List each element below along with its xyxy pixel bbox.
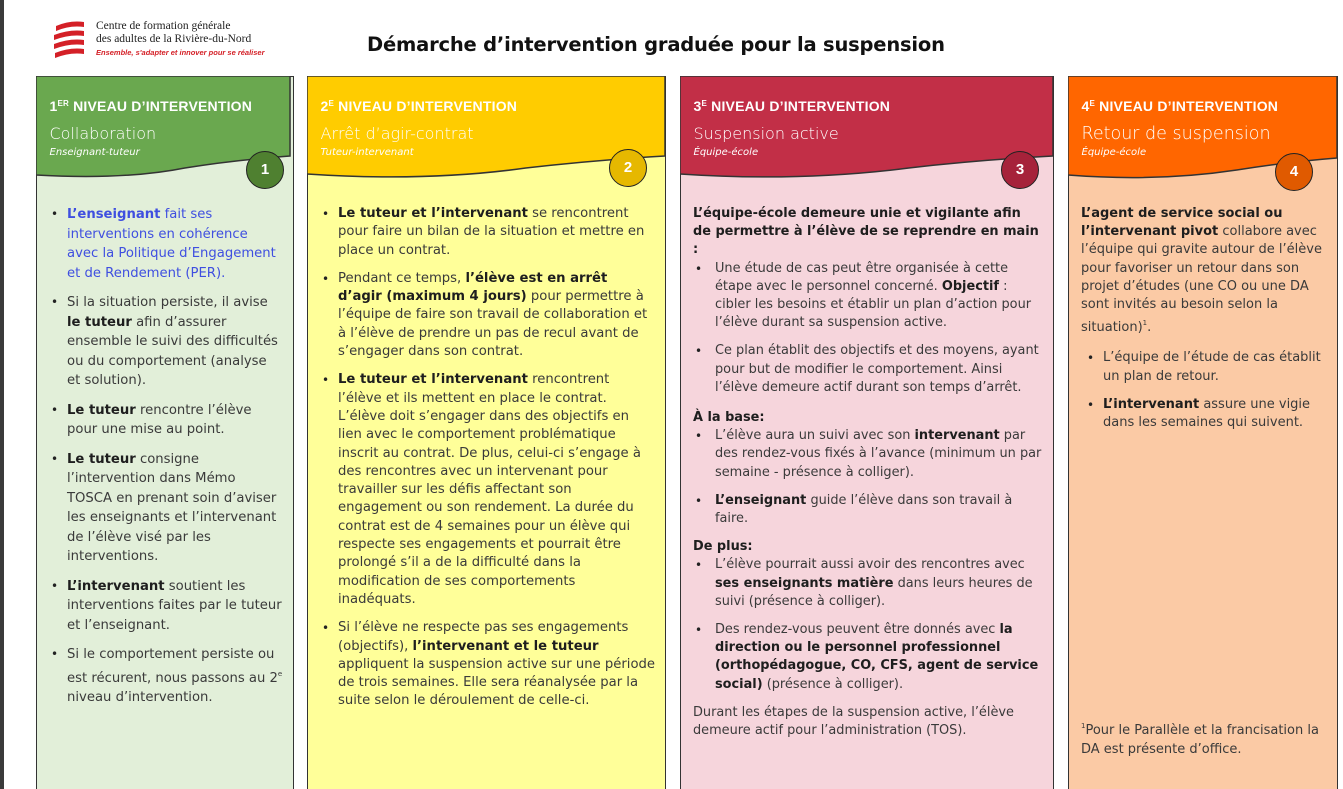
- list-item: • Une étude de cas peut être organisée à cette étape avec le personnel concerné. Objectif : cibler les besoins et établir un plan d’action pour l’élève durant sa suspension active.: [715, 260, 1043, 333]
- level-number-badge: 1: [246, 151, 284, 189]
- page-title: Démarche d’intervention graduée pour la suspension: [367, 33, 945, 56]
- organization-name: [96, 20, 251, 46]
- list-item: • L’enseignant fait ses interventions en cohérence avec la Politique d’Engagement et de Rendement (PER).: [67, 205, 283, 283]
- level-number-badge: 2: [609, 149, 647, 187]
- list-item: • Si la situation persiste, il avise le tuteur afin d’assurer ensemble le suivi des difficultés ou du comportement (analyse et solution).: [67, 293, 283, 391]
- logo-stripes-icon: [52, 18, 88, 64]
- level-name: Suspension active: [693, 123, 839, 143]
- level-number-badge: 3: [1001, 151, 1039, 189]
- level-name: Retour de suspension: [1081, 123, 1271, 144]
- list-item: • L’enseignant guide l’élève dans son travail à faire.: [715, 492, 1043, 528]
- level-responsible: Tuteur-intervenant: [320, 146, 414, 158]
- level-3-content: [693, 205, 1043, 744]
- plus-heading: De plus:: [693, 539, 753, 555]
- level-name: Arrêt d’agir-contrat: [320, 123, 474, 143]
- level-name: Collaboration: [49, 123, 157, 143]
- list-item: • Ce plan établit des objectifs et des moyens, ayant pour but de modifier le comportement. Ainsi l’élève demeure actif durant son temps d’arrêt.: [715, 342, 1043, 397]
- list-item: • Si l’élève ne respecte pas ses engagements (objectifs), l’intervenant et le tuteur appliquent la suspension active sur une période de trois semaines. Elle sera réanalysée par la suite selon le déroulement de celle-ci.: [338, 619, 655, 710]
- slogan: Ensemble, s'adapter et innover pour se réaliser: [96, 48, 265, 57]
- org-line-2: des adultes de la Rivière-du-Nord: [96, 33, 252, 45]
- level-title: $3^E$ NIVEAU D’INTERVENTION: [693, 97, 891, 114]
- level-4-column: [1068, 76, 1338, 789]
- list-item: • Le tuteur rencontre l’élève pour une mise au point.: [67, 401, 283, 440]
- list-item: • L’élève pourrait aussi avoir des rencontres avec ses enseignants matière dans leurs heures de suivi (présence à colliger).: [715, 556, 1043, 611]
- level-responsible: Enseignant-tuteur: [49, 146, 140, 158]
- level-4-content: [1081, 205, 1327, 442]
- organization-logo: [52, 18, 282, 66]
- level-responsible: Équipe-école: [693, 146, 759, 158]
- list-item: • Le tuteur consigne l’intervention dans Mémo TOSCA en prenant soin d’aviser les enseignants et l’intervenant de l’élève visé par les interventions.: [67, 450, 283, 567]
- level-1-content: [49, 205, 283, 718]
- level-2-content: [320, 205, 655, 721]
- level-title: 1ER NIVEAU D’INTERVENTION: [49, 97, 253, 114]
- level-title: $4^E$ NIVEAU D’INTERVENTION: [1081, 97, 1279, 114]
- level-title: $2^E$ NIVEAU D’INTERVENTION: [320, 97, 518, 114]
- footnote: $^1$Pour le Parallèle et la francisation la DA est présente d’office.: [1081, 722, 1319, 757]
- list-item: • Le tuteur et l’intervenant rencontrent l’élève et ils mettent en place le contrat. L’élève doit s’engager dans des objectifs en lien avec le comportement problématique inscrit au contrat. De plus, celui-ci s’engage à des rencontres avec un intervenant pour travailler sur les défis affectant son engagement ou son rendement. La durée du contrat est de 4 semaines pour un élève qui respecte ses engagements et pourrait être prolongé s’il a de la difficulté dans la modification de ses comportements inadéquats.: [338, 371, 655, 609]
- list-item: • Le tuteur et l’intervenant se rencontrent pour faire un bilan de la situation et mettre en place un contrat.: [338, 205, 655, 260]
- level-3-header: [680, 76, 1055, 186]
- list-item: • Si le comportement persiste ou est récurent, nous passons au 2e niveau d’intervention.: [67, 645, 283, 708]
- level-1-column: [36, 76, 294, 789]
- level-3-closing: Durant les étapes de la suspension active, l’élève demeure actif pour l’administration (TOS).: [693, 704, 1014, 739]
- level-3-lead: L’équipe-école demeure unie et vigilante afin de permettre à l’élève de se reprendre en main :: [693, 206, 1039, 258]
- level-4-intro: L’agent de service social ou l’intervenant pivot collabore avec l’équipe qui gravite autour de l’élève pour favoriser un retour dans son projet d’études (une CO ou une DA sont invités au besoin selon la situation)$^1$.: [1081, 206, 1322, 336]
- level-2-column: [307, 76, 666, 789]
- list-item: • L’équipe de l’étude de cas établit un plan de retour.: [1103, 349, 1327, 385]
- list-item: • L’intervenant assure une vigie dans les semaines qui suivent.: [1103, 396, 1327, 432]
- list-item: • Pendant ce temps, l’élève est en arrêt d’agir (maximum 4 jours) pour permettre à l’équipe de faire son travail de collaboration et à l’élève de prendre un pas de recul avant de s’engager dans son contrat.: [338, 270, 655, 361]
- list-item: • L’élève aura un suivi avec son intervenant par des rendez-vous fixés à l’avance (minimum un par semaine - présence à colliger).: [715, 427, 1043, 482]
- level-responsible: Équipe-école: [1081, 146, 1147, 158]
- base-heading: À la base:: [693, 410, 765, 426]
- window-edge: [0, 0, 4, 789]
- org-line-1: Centre de formation générale: [96, 20, 231, 32]
- level-number-badge: 4: [1275, 153, 1313, 191]
- level-3-column: [680, 76, 1054, 789]
- list-item: • L’intervenant soutient les interventions faites par le tuteur et l’enseignant.: [67, 577, 283, 636]
- list-item: • Des rendez-vous peuvent être donnés avec la direction ou le personnel professionnel (orthopédagogue, CO, CFS, agent de service social) (présence à colliger).: [715, 621, 1043, 694]
